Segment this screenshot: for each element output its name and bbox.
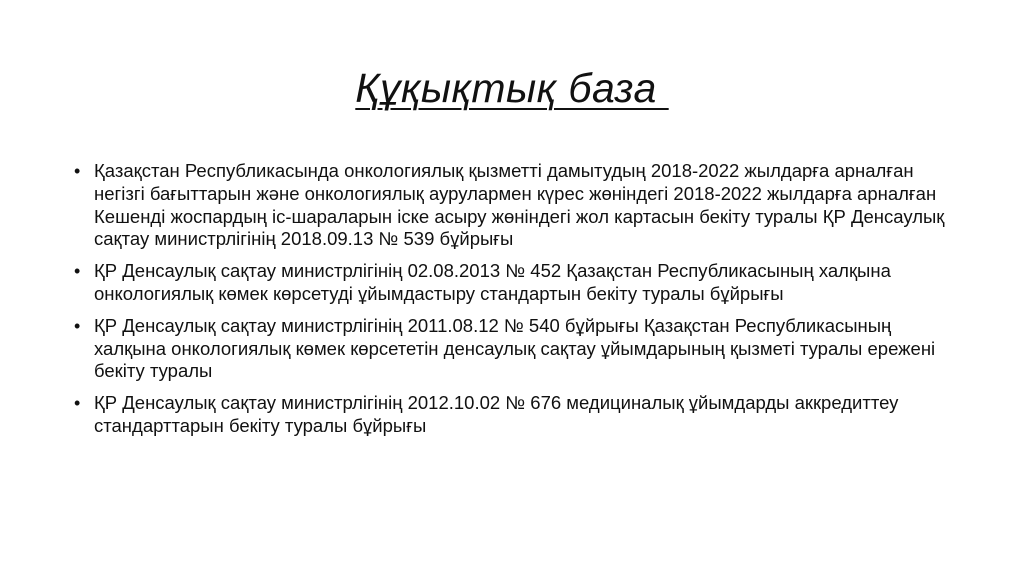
slide-title [0,62,1024,114]
slide-title-text: Құқықтық база [355,65,669,111]
bullet-icon: • [74,315,81,336]
list-item [74,160,954,251]
list-item-text: Қазақстан Республикасында онкологиялық қызметті дамытудың 2018-2022 жылдарға арналған негізгі бағыттарын және онкологиялық аурулармен күрес жөніндегі 2018-2022 жылдарға арналған Кешенді жоспардың іс-шараларын іске асыру жөніндегі жол картасын бекіту туралы ҚР Денсаулық сақтау министрлігінің 2018.09.13 № 539 бұйрығы [94,160,945,250]
list-item-text: ҚР Денсаулық сақтау министрлігінің 2012.10.02 № 676 медициналық ұйымдарды аккредиттеу стандарттарын бекіту туралы бұйрығы [94,392,899,436]
bullet-icon: • [74,393,81,414]
bullet-list [74,160,954,447]
list-item [74,392,954,438]
list-item [74,260,954,306]
list-item-text: ҚР Денсаулық сақтау министрлігінің 02.08.2013 № 452 Қазақстан Республикасының халқына онкологиялық көмек көрсетуді ұйымдастыру стандартын бекіту туралы бұйрығы [94,260,891,304]
bullet-icon: • [74,161,81,181]
bullet-icon: • [74,261,81,282]
list-item-text: ҚР Денсаулық сақтау министрлігінің 2011.08.12 № 540 бұйрығы Қазақстан Республикасының халқына онкологиялық көмек көрсететін денсаулық сақтау ұйымдарының қызметі туралы ережені бекіту туралы [94,314,936,382]
list-item [74,315,954,383]
